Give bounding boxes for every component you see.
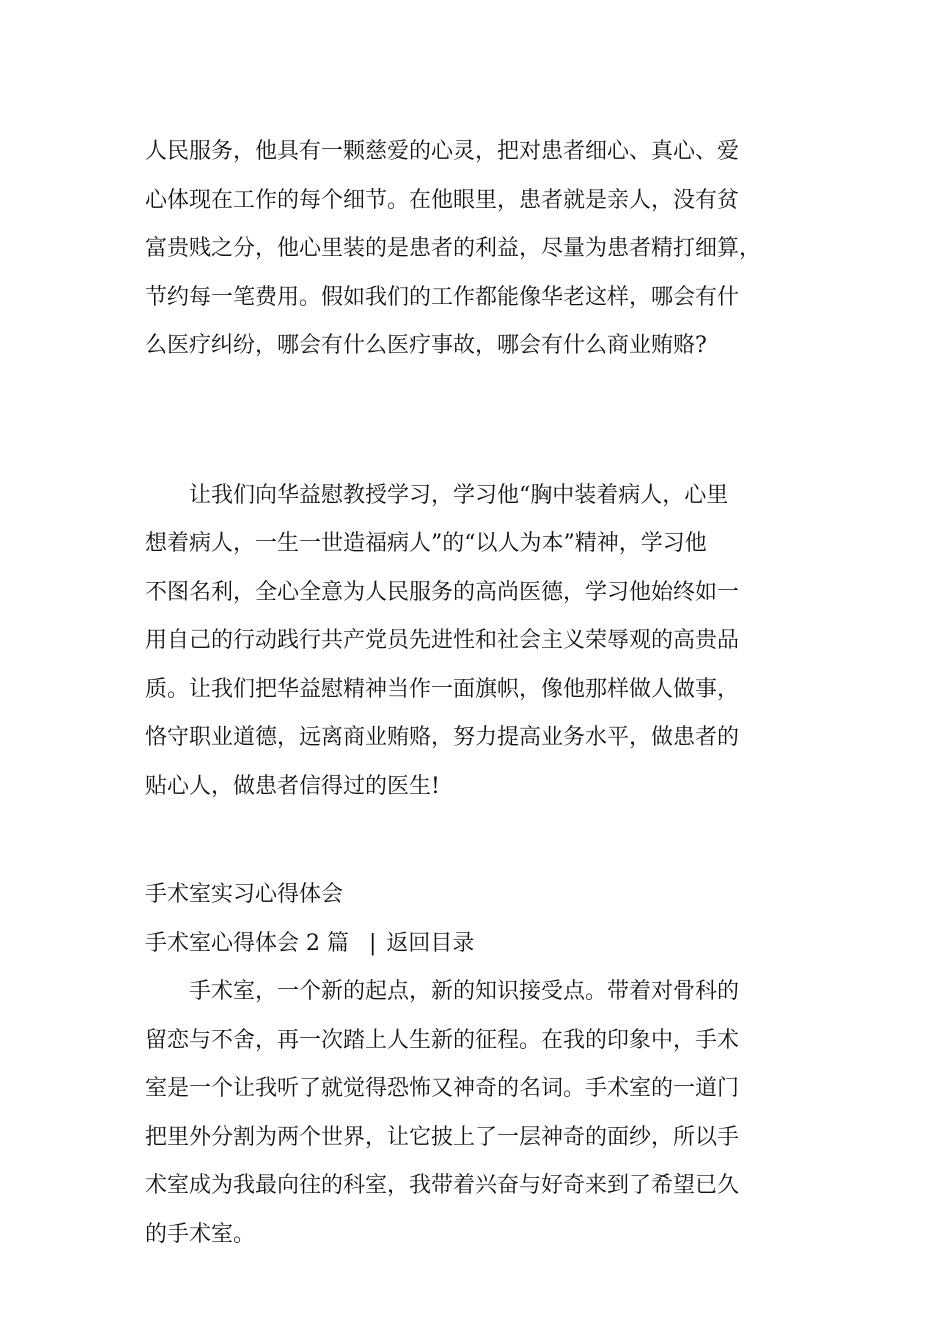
section-title: 手术室实习心得体会 xyxy=(145,882,344,907)
text-line: 留恋与不舍，再一次踏上人生新的征程。在我的印象中，手术 xyxy=(145,1027,740,1053)
text-line: 么医疗纠纷，哪会有什么医疗事故，哪会有什么商业贿赂? xyxy=(145,333,707,358)
text-line: 贴心人，做患者信得过的医生! xyxy=(145,773,440,799)
text-line: 让我们向华益慰教授学习，学习他“胸中装着病人，心里 xyxy=(189,482,729,508)
separator: | xyxy=(368,930,377,956)
text-line: 不图名利，全心全意为人民服务的高尚医德，学习他始终如一 xyxy=(145,579,740,605)
back-to-contents-link[interactable]: 返回目录 xyxy=(386,930,475,956)
text-line: 节约每一笔费用。假如我们的工作都能像华老这样，哪会有什 xyxy=(145,284,740,310)
text-line: 术室成为我最向往的科室，我带着兴奋与好奇来到了希望已久 xyxy=(145,1173,740,1198)
text-line: 用自己的行动践行共产党员先进性和社会主义荣辱观的高贵品 xyxy=(145,628,740,653)
paragraph-hua-service xyxy=(145,128,815,371)
section-spacer xyxy=(145,811,815,871)
text-line: 恪守职业道德，远离商业贿赂，努力提高业务水平，做患者的 xyxy=(145,725,740,750)
text-line: 人民服务，他具有一颗慈爱的心灵，把对患者细心、真心、爱 xyxy=(145,139,740,164)
section-subtitle: 手术室心得体会 2 篇 xyxy=(145,930,349,956)
section-subtitle-row xyxy=(145,920,815,969)
text-line: 质。让我们把华益慰精神当作一面旗帜，像他那样做人做事， xyxy=(145,676,740,702)
text-line: 手术室，一个新的起点，新的知识接受点。带着对骨科的 xyxy=(189,979,740,1004)
text-line: 富贵贱之分，他心里装的是患者的利益，尽量为患者精打细算， xyxy=(145,236,762,261)
text-line: 的手术室。 xyxy=(145,1221,256,1247)
paragraph-learn-from-hua xyxy=(145,472,815,812)
text-line: 心体现在工作的每个细节。在他眼里，患者就是亲人，没有贫 xyxy=(145,187,740,213)
document-page xyxy=(145,128,815,1259)
paragraph-operating-room xyxy=(145,968,815,1259)
text-line: 把里外分割为两个世界，让它披上了一层神奇的面纱，所以手 xyxy=(145,1124,740,1150)
paragraph-spacer xyxy=(145,371,815,472)
text-line: 想着病人，一生一世造福病人”的“以人为本”精神，学习他 xyxy=(145,531,707,556)
text-line: 室是一个让我听了就觉得恐怖又神奇的名词。手术室的一道门 xyxy=(145,1076,740,1101)
